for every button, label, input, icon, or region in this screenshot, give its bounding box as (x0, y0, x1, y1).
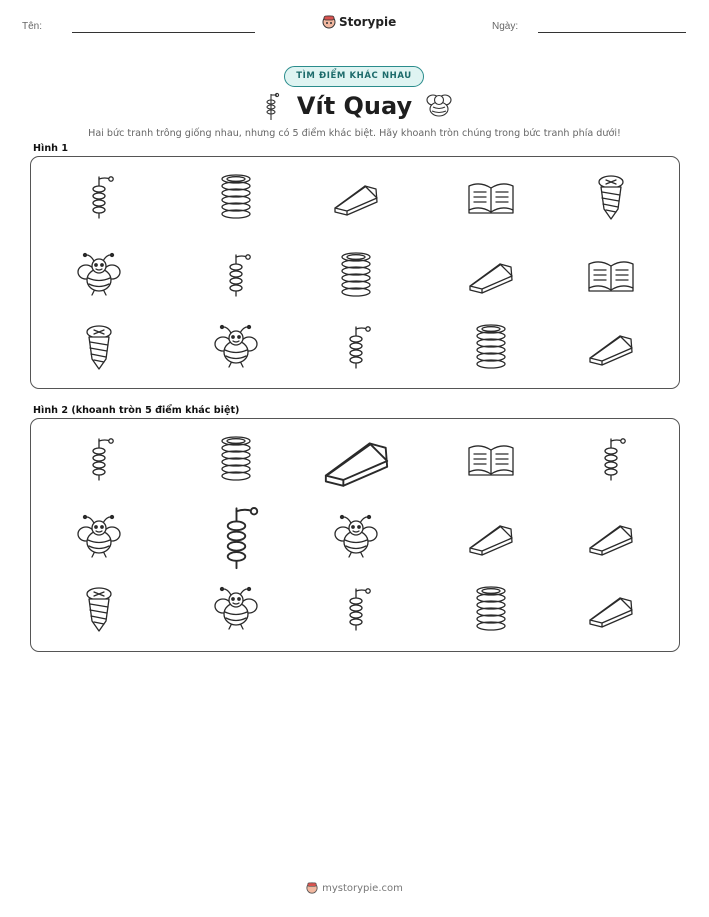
screw-icon (586, 172, 636, 222)
picture2-item-wedge-icon[interactable] (586, 584, 636, 634)
bee-icon (211, 584, 261, 634)
picture1-item-screw-icon[interactable] (586, 172, 636, 222)
picture2-item-wedge-icon[interactable] (320, 423, 393, 496)
picture2-item-bee-icon[interactable] (331, 512, 381, 562)
title-bee-icon (424, 92, 454, 120)
bee-icon (211, 322, 261, 372)
date-label: Ngày: (492, 21, 519, 32)
activity-badge: TÌM ĐIỂM KHÁC NHAU (284, 66, 424, 87)
picture1-item-spring-icon[interactable] (466, 322, 516, 372)
spring-icon (466, 584, 516, 634)
picture2-item-bee-icon[interactable] (74, 512, 124, 562)
spring-icon (331, 250, 381, 300)
bee-icon (74, 512, 124, 562)
wedge-icon (466, 512, 516, 562)
picture1-item-screw-icon[interactable] (74, 322, 124, 372)
spring-icon (466, 322, 516, 372)
picture2-item-screw-propeller-icon[interactable] (74, 434, 124, 484)
screw-icon (74, 584, 124, 634)
name-label: Tên: (22, 21, 43, 32)
wedge-icon (586, 512, 636, 562)
picture1-item-book-icon[interactable] (466, 172, 516, 222)
bee-icon (74, 250, 124, 300)
picture2-item-wedge-icon[interactable] (466, 512, 516, 562)
screw-propeller-icon (74, 434, 124, 484)
book-icon (586, 250, 636, 300)
picture2-item-bee-icon[interactable] (211, 584, 261, 634)
picture2-panel[interactable] (30, 418, 680, 652)
book-icon (466, 172, 516, 222)
picture2-item-screw-propeller-icon[interactable] (586, 434, 636, 484)
instructions: Hai bức tranh trông giống nhau, nhưng có 5 điểm khác biệt. Hãy khoanh tròn chúng trong bức tranh phía dưới! (88, 128, 621, 139)
wedge-icon (466, 250, 516, 300)
picture1-item-wedge-icon[interactable] (586, 322, 636, 372)
picture2-item-screw-icon[interactable] (74, 584, 124, 634)
picture1-item-bee-icon[interactable] (74, 250, 124, 300)
screw-propeller-icon (586, 434, 636, 484)
name-line[interactable] (72, 32, 255, 33)
screw-propeller-icon (331, 584, 381, 634)
picture1-item-bee-icon[interactable] (211, 322, 261, 372)
picture2-item-spring-icon[interactable] (211, 434, 261, 484)
wedge-icon (331, 172, 381, 222)
wedge-icon (586, 322, 636, 372)
picture2-label: Hình 2 (khoanh tròn 5 điểm khác biệt) (33, 405, 240, 416)
spring-icon (211, 434, 261, 484)
wedge-icon (586, 584, 636, 634)
picture1-item-screw-propeller-icon[interactable] (211, 250, 261, 300)
title-text: Vít Quay (296, 92, 413, 120)
screw-propeller-icon (331, 322, 381, 372)
wedge-icon (320, 423, 393, 496)
picture1-item-wedge-icon[interactable] (466, 250, 516, 300)
footer-url[interactable]: mystorypie.com (322, 882, 403, 894)
picture1-item-spring-icon[interactable] (211, 172, 261, 222)
bee-icon (331, 512, 381, 562)
picture2-item-screw-propeller-icon[interactable] (331, 584, 381, 634)
brand-logo (322, 14, 396, 30)
picture1-item-screw-propeller-icon[interactable] (331, 322, 381, 372)
picture1-item-spring-icon[interactable] (331, 250, 381, 300)
title-screw-propeller-icon (262, 92, 280, 122)
picture1-panel[interactable] (30, 156, 680, 389)
brand-name: Storypie (339, 15, 397, 29)
footer (0, 881, 709, 895)
picture1-label: Hình 1 (33, 143, 68, 154)
picture2-item-screw-propeller-icon[interactable] (200, 501, 273, 574)
storypie-mascot-icon (322, 14, 336, 30)
screw-icon (74, 322, 124, 372)
screw-propeller-icon (74, 172, 124, 222)
picture1-item-book-icon[interactable] (586, 250, 636, 300)
page-title (0, 92, 709, 120)
picture2-item-book-icon[interactable] (466, 434, 516, 484)
spring-icon (211, 172, 261, 222)
picture1-item-wedge-icon[interactable] (331, 172, 381, 222)
book-icon (466, 434, 516, 484)
date-line[interactable] (538, 32, 686, 33)
picture1-item-screw-propeller-icon[interactable] (74, 172, 124, 222)
picture2-item-spring-icon[interactable] (466, 584, 516, 634)
footer-mascot-icon (306, 881, 318, 895)
screw-propeller-icon (211, 250, 261, 300)
screw-propeller-icon (200, 501, 273, 574)
picture2-item-wedge-icon[interactable] (586, 512, 636, 562)
